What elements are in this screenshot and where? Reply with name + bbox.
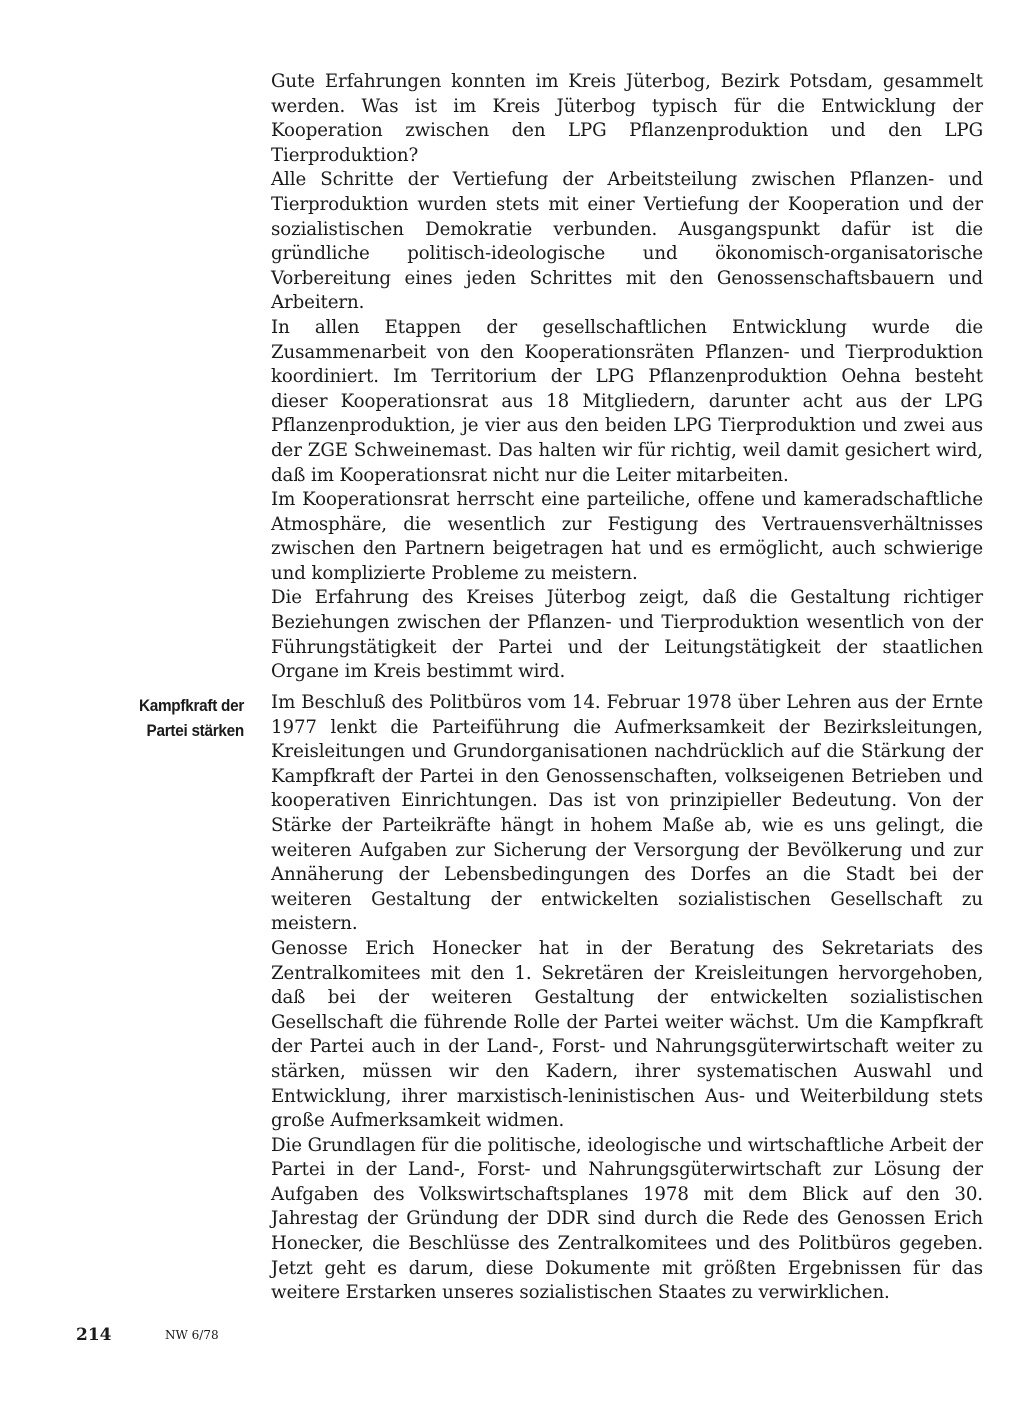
article-bottom-section <box>271 691 983 1306</box>
paragraph: In allen Etappen der gesellschaftlichen Entwicklung wurde die Zusammenarbeit von den Kooperationsräten Pflanzen- und Tierproduktion koordiniert. Im Territorium der LPG Pflanzenproduktion Oehna besteht dieser Kooperationsrat aus 18 Mitgliedern, darunter acht aus der LPG Pflanzenproduktion, je vier aus den beiden LPG Tierproduktion und zwei aus der ZGE Schweinemast. Das halten wir für richtig, weil damit gesichert wird, daß im Kooperationsrat nicht nur die Leiter mitarbeiten. <box>271 316 983 486</box>
margin-heading-line: Kampfkraft der <box>138 696 244 715</box>
paragraph: Die Grundlagen für die politische, ideologische und wirtschaftliche Arbeit der Partei in der Land-, Forst- und Nahrungsgüterwirtschaft zur Lösung der Aufgaben des Volkswirtschaftsplanes 1978 mit dem Blick auf den 30. Jahrestag der Gründung der DDR sind durch die Rede des Genossen Erich Honecker, die Beschlüsse des Zentralkomitees und des Politbüros gegeben. Jetzt geht es darum, diese Dokumente mit größten Ergebnissen für das weitere Erstarken unseres sozialistischen Staates zu verwirklichen. <box>271 1134 983 1304</box>
paragraph: Genosse Erich Honecker hat in der Beratung des Sekretariats des Zentralkomitees mit den 1. Sekretären der Kreisleitungen hervorgehoben, daß bei der weiteren Gestaltung der entwickelten sozialistischen Gesellschaft die führende Rolle der Partei weiter wächst. Um die Kampfkraft der Partei auch in der Land-, Forst- und Nahrungsgüterwirtschaft weiter zu stärken, müssen wir den Kadern, ihrer systematischen Auswahl und Entwicklung, ihrer marxistisch-leninistischen Aus- und Weiterbildung stets große Aufmerksamkeit widmen. <box>271 937 983 1132</box>
paragraph: Im Beschluß des Politbüros vom 14. Februar 1978 über Lehren aus der Ernte 1977 lenkt die Parteiführung die Aufmerksamkeit der Bezirksleitungen, Kreisleitungen und Grundorganisationen nachdrücklich auf die Stärkung der Kampfkraft der Partei in den Genossenschaften, volkseigenen Betrieben und kooperativen Einrichtungen. Das ist von prinzipieller Bedeutung. Von der Stärke der Parteikräfte hängt in hohem Maße ab, wie es uns gelingt, die weiteren Aufgaben zur Sicherung der Versorgung der Bevölkerung und zur Annäherung der Lebensbedingungen des Dorfes an die Stadt bei der weiteren Gestaltung der entwickelten sozialistischen Gesellschaft zu meistern. <box>271 692 983 935</box>
paragraph: Gute Erfahrungen konnten im Kreis Jüterbog, Bezirk Potsdam, gesammelt werden. Was ist im Kreis Jüterbog typisch für die Entwicklung der Kooperation zwischen den LPG Pflanzenproduktion und den LPG Tierproduktion? <box>271 71 983 166</box>
paragraph: Alle Schritte der Vertiefung der Arbeitsteilung zwischen Pflanzen- und Tierproduktion wurden stets mit einer Vertiefung der Kooperation und der sozialistischen Demokratie verbunden. Ausgangspunkt dafür ist die gründliche politisch-ideologische und ökonomisch-organisatorische Vorbereitung eines jeden Schrittes mit den Genossenschaftsbauern und Arbeitern. <box>271 169 983 314</box>
paragraph: Im Kooperationsrat herrscht eine parteiliche, offene und kameradschaftliche Atmosphäre, die wesentlich zur Festigung des Vertrauensverhältnisses zwischen den Partnern beigetragen hat und es ermöglicht, auch schwierige und komplizierte Probleme zu meistern. <box>271 489 983 584</box>
article-top-section <box>271 70 983 685</box>
issue-label: NW 6/78 <box>165 1328 219 1342</box>
margin-heading-line: Partei stärken <box>146 721 244 740</box>
paragraph: Die Erfahrung des Kreises Jüterbog zeigt, daß die Gestaltung richtiger Beziehungen zwischen der Pflanzen- und Tierproduktion wesentlich von der Führungstätigkeit der Partei und der Leitungstätigkeit der staatlichen Organe im Kreis bestimmt wird. <box>271 587 983 683</box>
page-number: 214 <box>76 1325 112 1345</box>
margin-heading <box>96 693 244 743</box>
